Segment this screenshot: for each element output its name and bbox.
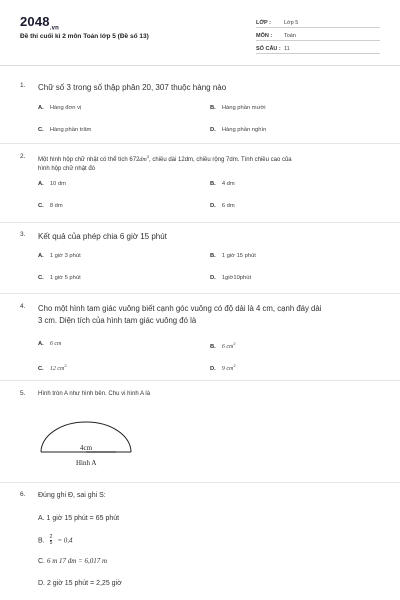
option-a[interactable] [38, 253, 81, 259]
question-number: 6. [20, 491, 26, 498]
option-text: 9 cm [221, 365, 234, 372]
option-text: 6 cm [49, 341, 62, 347]
fraction [50, 535, 53, 546]
option-d[interactable] [210, 127, 266, 133]
logo-text: 2048 [20, 14, 50, 29]
option-letter: B. [210, 253, 216, 259]
option-a[interactable] [38, 105, 81, 111]
question-text [38, 153, 385, 173]
option-letter: C. [38, 365, 44, 372]
header-divider [0, 65, 400, 66]
question-text-part: hình hộp chữ nhật đó [38, 165, 96, 172]
option-letter: D. [210, 365, 216, 372]
statement-expression: = 0,4 [57, 536, 73, 545]
option-text: Hàng phần mười [221, 105, 266, 111]
option-a[interactable] [38, 341, 61, 347]
question-number: 1. [20, 82, 26, 89]
question-text-part: , chiều dài 12dm, chiều rộng 7dm. Tính chiều cao của [149, 157, 292, 163]
fraction-denominator: 5 [49, 540, 53, 546]
question-number: 3. [20, 231, 26, 238]
option-text: 1 giờ 15 phút [221, 253, 256, 259]
meta-value: 11 [284, 46, 290, 52]
option-letter: A. [38, 341, 44, 347]
option-letter: C. [38, 203, 44, 209]
option-letter: D. [210, 203, 216, 209]
question-2 [20, 153, 385, 209]
meta-key: LỚP : [256, 20, 271, 26]
question-divider [0, 143, 400, 144]
question-text: Hình tròn A như hình bên. Chu vi hình A là [38, 391, 151, 397]
option-d[interactable] [210, 203, 235, 209]
question-3 [20, 231, 385, 281]
option-c[interactable] [38, 203, 63, 209]
radius-label: 4cm [80, 444, 93, 452]
unit-exponent: 2 [233, 341, 236, 346]
option-text: 6 dm [221, 203, 235, 209]
question-divider [0, 293, 400, 294]
option-b[interactable] [210, 253, 256, 259]
meta-row-class [256, 15, 380, 28]
question-1 [20, 82, 385, 133]
option-letter: B. [210, 343, 216, 350]
question-divider [0, 482, 400, 483]
meta-value: Toán [284, 33, 296, 39]
option-text: 12 cm [49, 365, 65, 372]
option-letter: A. [38, 253, 44, 259]
meta-value: Lớp 5 [284, 20, 299, 26]
option-letter: C. [38, 275, 44, 281]
meta-key: MÔN : [256, 33, 273, 39]
question-text [38, 303, 385, 327]
question-4 [20, 303, 385, 372]
question-6 [20, 491, 385, 500]
question-number: 5. [20, 390, 26, 397]
option-text: Hàng phần nghìn [221, 127, 267, 133]
question-divider [0, 222, 400, 223]
logo-suffix: .vn [49, 25, 60, 32]
question-text: Đúng ghi Đ, sai ghi S: [38, 492, 106, 499]
statement-letter: B. [38, 537, 45, 545]
statement-expression: 6 m 17 dm = 6,017 m [46, 557, 108, 565]
unit-exponent: 3 [146, 154, 149, 159]
statement-c [38, 557, 107, 565]
meta-row-count [256, 41, 380, 54]
option-d[interactable] [210, 363, 236, 372]
question-number: 4. [20, 303, 26, 310]
option-c[interactable] [38, 275, 81, 281]
exam-meta [256, 15, 380, 54]
meta-key: SỐ CÂU : [256, 46, 281, 52]
semicircle-figure [36, 414, 136, 474]
question-text-part: Cho một hình tam giác vuông biết cạnh góc vuông có độ dài là 4 cm, cạnh đáy dài [38, 304, 322, 313]
option-d[interactable] [210, 275, 251, 281]
option-text: Hàng đơn vị [49, 105, 82, 111]
unit-dm: dm [139, 157, 147, 163]
statement-letter: C. [38, 558, 45, 565]
option-c[interactable] [38, 127, 91, 133]
statement-a: A. 1 giờ 15 phút = 65 phút [38, 515, 120, 522]
question-text: Chữ số 3 trong số thập phân 20, 307 thuộc hàng nào [38, 83, 227, 92]
option-text: 8 dm [49, 203, 63, 209]
question-divider [0, 380, 400, 381]
site-logo [20, 14, 59, 32]
option-text: 1giờ10phút [221, 275, 252, 281]
option-letter: D. [210, 127, 216, 133]
statement-b [38, 535, 73, 546]
option-letter: B. [210, 181, 216, 187]
option-a[interactable] [38, 181, 66, 187]
option-letter: C. [38, 127, 44, 133]
question-text: Kết quả của phép chia 6 giờ 15 phút [38, 232, 167, 241]
option-b[interactable] [210, 181, 235, 187]
question-text-part: Một hình hộp chữ nhật có thể tích 672 [38, 157, 140, 163]
option-text: 10 dm [49, 181, 66, 187]
question-5 [20, 390, 385, 399]
option-letter: B. [210, 105, 216, 111]
option-text: 1 giờ 5 phút [49, 275, 81, 281]
option-letter: A. [38, 105, 44, 111]
option-c[interactable] [38, 363, 67, 372]
option-text: Hàng phần trăm [49, 127, 92, 133]
unit-exponent: 2 [233, 363, 236, 368]
option-letter: A. [38, 181, 44, 187]
option-b[interactable] [210, 105, 266, 111]
option-letter: D. [210, 275, 216, 281]
question-number: 2. [20, 153, 26, 160]
meta-row-subject [256, 28, 380, 41]
statement-d: D. 2 giờ 15 phút = 2,25 giờ [38, 580, 122, 587]
fraction-numerator: 2 [49, 534, 53, 540]
unit-exponent: 2 [64, 363, 67, 368]
figure-caption: Hình A [76, 459, 97, 467]
question-text-part: 3 cm. Diện tích của hình tam giác vuông đó là [38, 316, 197, 325]
option-b[interactable] [210, 341, 236, 350]
option-text: 1 giờ 3 phút [49, 253, 81, 259]
exam-title: Đề thi cuối kì 2 môn Toán lớp 5 (Đề số 13) [20, 33, 149, 40]
option-text: 6 cm [221, 343, 234, 350]
option-text: 4 dm [221, 181, 235, 187]
